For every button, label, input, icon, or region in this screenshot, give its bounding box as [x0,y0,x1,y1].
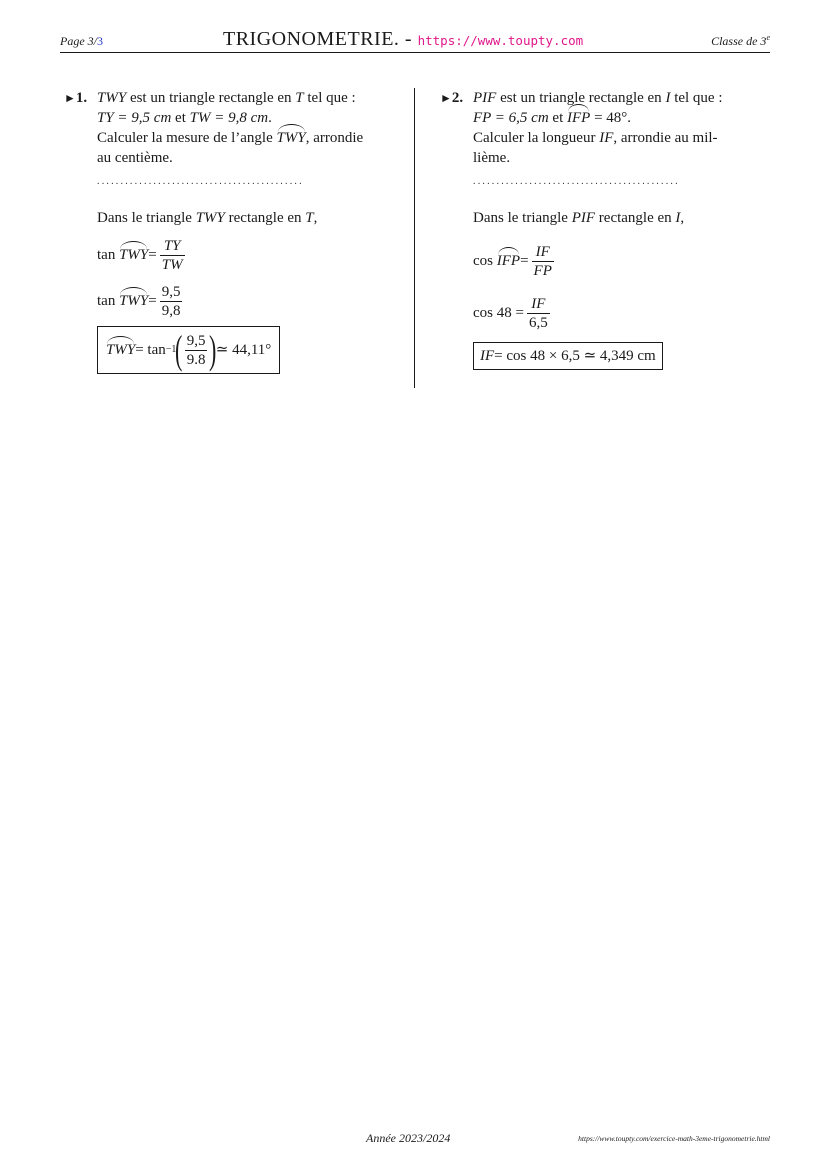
angle-hat: TWY [276,130,306,146]
page-header [60,28,770,53]
given-angle: = 48°. [590,110,632,126]
exercise-1-number: ►1. [64,90,88,106]
equation-tan-values: tan TWY = $\frac{9,5}{9,8}$ [97,283,181,319]
footer-url-link[interactable]: https://www.toupty.com/exercice-math-3eme-trigonometrie.html [578,1134,770,1143]
page-total-link[interactable]: 3 [97,34,103,48]
title-text: TRIGONOMETRIE. - [223,28,418,50]
fraction: $\frac{9,5}{9.8}$ [186,332,206,368]
exercise-2 [440,88,770,370]
left-paren: ( [175,327,183,372]
angle-hat: IFP [496,253,521,269]
solution-intro: Dans le triangle TWY rectangle en T, [97,210,318,226]
exercise-2-number: ►2. [440,90,464,106]
equation-cos-values: cos 48 = $\frac{IF}{6,5}$ [473,295,548,331]
angle-hat: TWY [119,293,149,309]
fraction: $\frac{TY}{TW}$ [161,237,183,273]
exercise-2-solution [473,208,770,370]
class-level-text: Classe de 3 [711,34,767,48]
result-value: = cos 48 × 6,5 ≃ 4,349 cm [494,348,656,364]
result-box: TWY = tan −1 ( $\frac{9,5}{9.8}$ ) ≃ 44,11° [97,326,280,374]
answer-dotted-line: ............................................ [473,176,680,187]
column-divider [414,88,415,388]
question-text: Calculer la mesure de l’angle [97,130,277,146]
angle-hat: IFP [567,110,591,126]
exercise-1-solution [97,208,398,374]
triangle-name: PIF [473,90,497,106]
equation-cos-ratio: cos IFP = $\frac{IF}{FP}$ [473,243,552,279]
exercise-1-statement: ►1. TWY est un triangle rectangle en T tel que : TY = 9,5 cm et TW = 9,8 cm. Calculer la mesure de l’angle TWY, arrondie au centième. [64,90,364,166]
triangle-name: TWY [97,90,127,106]
exercise-2-statement: ►2. PIF est un triangle rectangle en I tel que : FP = 6,5 cm et IFP = 48°. Calculer la longueur IF, arrondie au mil- lième. [440,90,723,166]
triangle-bullet-icon: ► [440,91,452,105]
result-box: IF = cos 48 × 6,5 ≃ 4,349 cm [473,342,663,370]
given-length-1: TY = 9,5 cm [97,110,172,126]
page-title [223,28,583,51]
page-number-prefix: Page 3/ [60,34,97,48]
fraction: $\frac{IF}{6,5}$ [528,295,548,331]
right-paren: ) [209,327,217,372]
fraction: $\frac{IF}{FP}$ [533,243,552,279]
triangle-bullet-icon: ► [64,91,76,105]
exercise-1 [64,88,398,374]
footer-year: Année 2023/2024 [366,1131,451,1145]
angle-hat: TWY [106,342,136,358]
given-length-2: TW = 9,8 cm [189,110,269,126]
result-value: ≃ 44,11° [215,342,272,358]
fraction: $\frac{9,5}{9,8}$ [161,283,181,319]
page-number [60,34,103,49]
class-level [711,33,770,49]
solution-intro: Dans le triangle PIF rectangle en I, [473,210,685,226]
class-level-sup: e [766,33,770,42]
question-text: Calculer la longueur [473,130,600,146]
equation-tan-ratio: tan TWY = $\frac{TY}{TW}$ [97,237,183,273]
given-length: FP = 6,5 cm [473,110,549,126]
angle-hat: TWY [119,247,149,263]
site-link[interactable]: https://www.toupty.com [417,33,584,48]
answer-dotted-line: ............................................ [97,176,304,187]
